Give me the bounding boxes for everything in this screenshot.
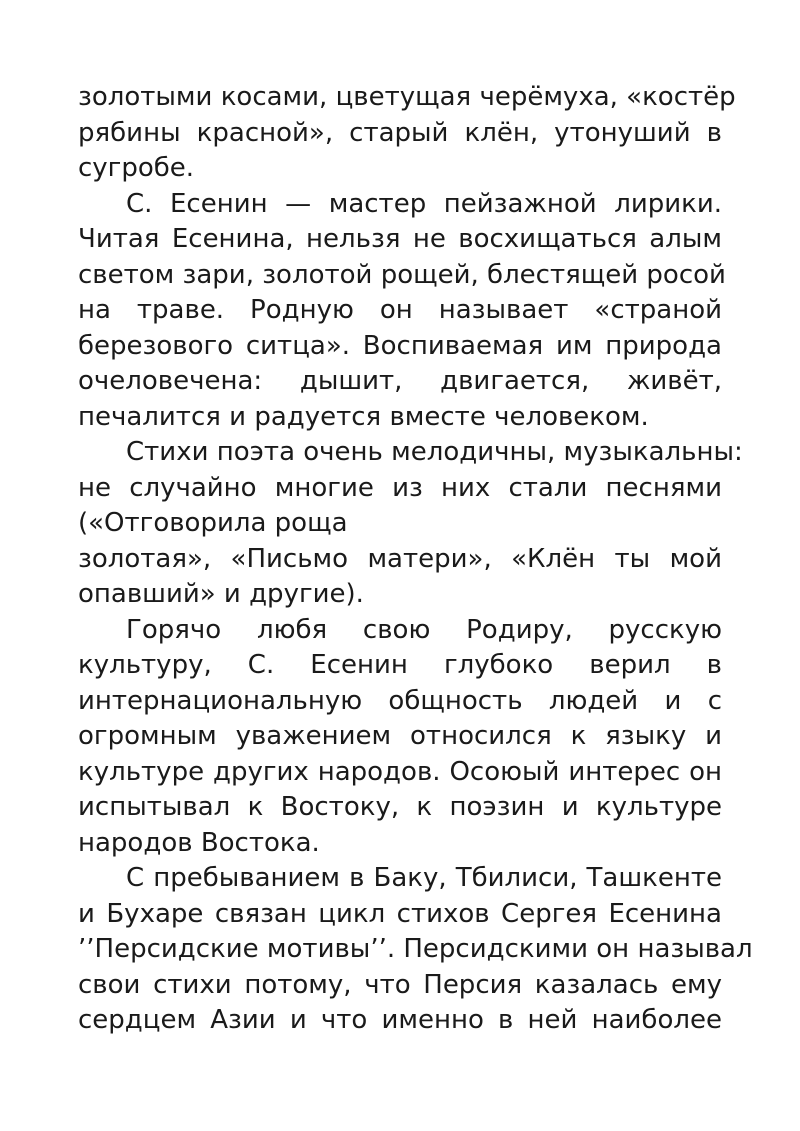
- paragraph: [78, 613, 722, 862]
- text-line: сердцем Азии и что именно в ней наиболее: [78, 1005, 722, 1035]
- text-line: огромным уважением относился к языку и: [78, 721, 722, 751]
- text-line: светом зари, золотой рощей, блестящей росой: [78, 259, 726, 290]
- paragraph: [78, 435, 743, 613]
- text-line: интернациональную общность людей и с: [78, 685, 722, 716]
- text-line: и Бухаре связан цикл стихов Сергея Есенина: [78, 898, 722, 929]
- text-line: народов Востока.: [78, 827, 320, 858]
- text-line: рябины красной», старый клён, утонуший в: [78, 117, 722, 148]
- text-line: золотыми косами, цветущая черёмуха, «костёр: [78, 82, 736, 112]
- text-line: очеловечена: дышит, двигается, живёт,: [78, 366, 722, 396]
- text-line: С пребыванием в Баку, Тбилиси, Ташкенте: [126, 863, 722, 893]
- text-line: не случайно многие из них стали песнями: [78, 472, 722, 503]
- text-line: свои стихи потому, что Персия казалась ему: [78, 969, 722, 1000]
- paragraph: [78, 187, 726, 436]
- text-line: Горячо любя свою Родиру, русскую: [126, 614, 722, 645]
- text-line: сугробе.: [78, 153, 195, 183]
- paragraph: [78, 80, 736, 187]
- text-line: Читая Есенина, нельзя не восхищаться алым: [78, 224, 722, 254]
- text-line: С. Есенин — мастер пейзажной лирики.: [126, 188, 722, 219]
- text-line: на траве. Родную он называет «страной: [78, 295, 722, 325]
- text-line: печалится и радуется вместе человеком.: [78, 401, 649, 432]
- text-line: опавший» и другие).: [78, 579, 364, 609]
- text-line: («Отговорила роща: [78, 508, 348, 538]
- text-line: Стихи поэта очень мелодичны, музыкальны:: [126, 437, 743, 467]
- text-line: культуру, С. Есенин глубоко верил в: [78, 650, 722, 680]
- document-page: [78, 80, 753, 1039]
- text-line: березового ситца». Воспиваемая им природа: [78, 330, 722, 361]
- text-line: золотая», «Письмо матери», «Клён ты мой: [78, 543, 722, 574]
- paragraph: [78, 861, 753, 1039]
- text-line: испытывал к Востоку, к поэзин и культуре: [78, 792, 722, 822]
- text-line: культуре других народов. Осоюый интерес он: [78, 756, 722, 787]
- text-line: ’’Персидские мотивы’’. Персидскими он называл: [78, 934, 753, 964]
